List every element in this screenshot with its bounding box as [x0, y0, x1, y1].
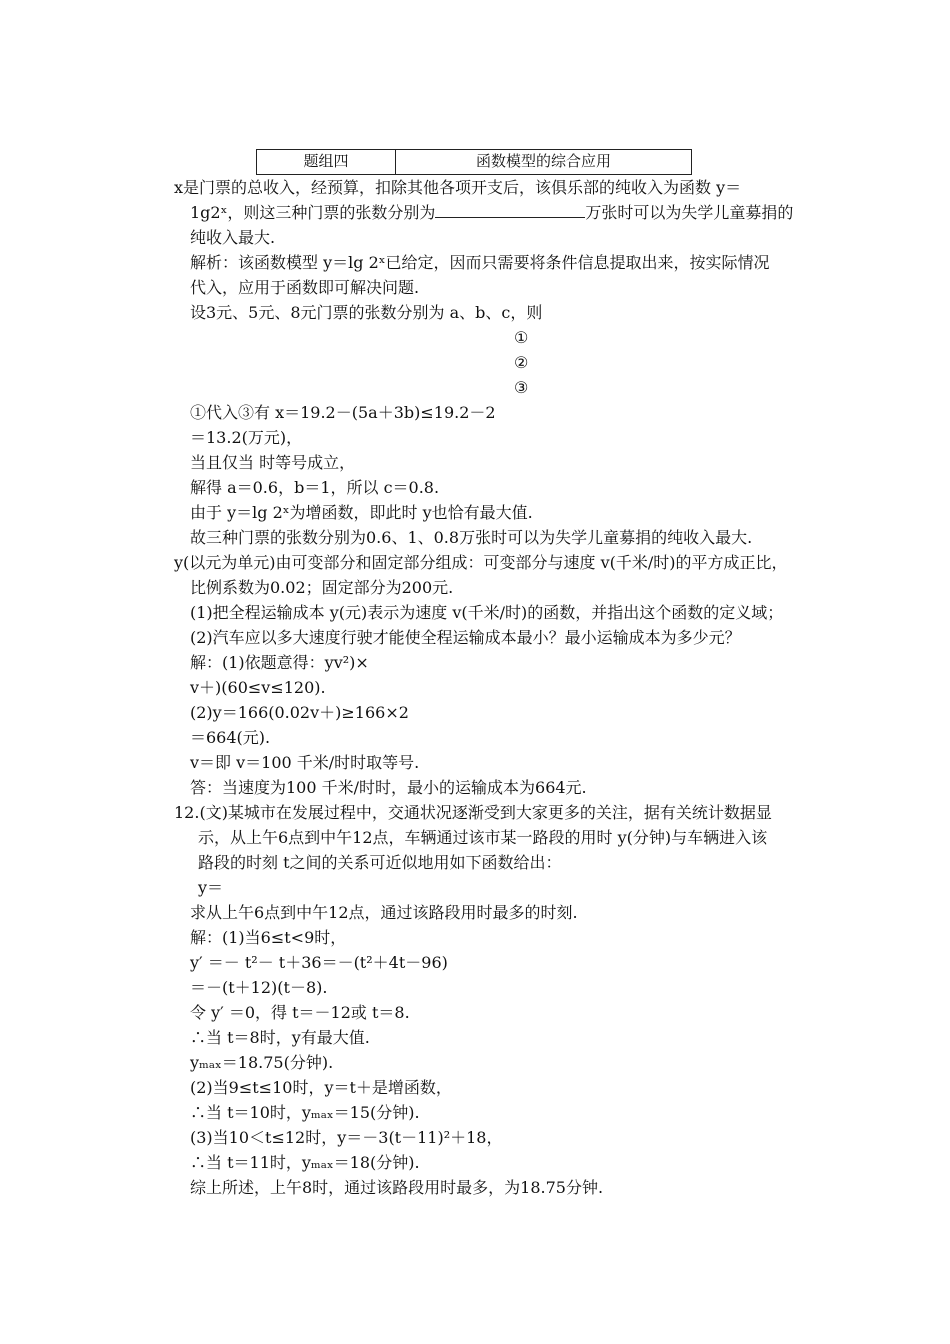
group-label: 题组四 [257, 150, 396, 174]
text-line: 求从上午6点到中午12点，通过该路段用时最多的时刻. [190, 903, 578, 922]
text-line: 综上所述，上午8时，通过该路段用时最多，为18.75分钟. [190, 1178, 604, 1197]
text-line: ＝－(t＋12)(t－8). [190, 978, 328, 997]
text-line: (1)把全程运输成本 y(元)表示为速度 v(千米/时)的函数，并指出这个函数的定义域； [190, 603, 784, 622]
text-line: 代入，应用于函数即可解决问题. [190, 278, 420, 297]
text-line: ∴当 t＝8时，y有最大值. [190, 1028, 370, 1047]
text-line: 令 y′ ＝0，得 t＝－12或 t＝8. [190, 1003, 410, 1022]
text-line: 答：当速度为100 千米/时时，最小的运输成本为664元. [190, 778, 587, 797]
text-line: 纯收入最大. [190, 228, 276, 247]
text-line: 路段的时刻 t之间的关系可近似地用如下函数给出： [198, 853, 562, 872]
text-line: 1g2ˣ，则这三种门票的张数分别为 万张时可以为失学儿童募捐的 [190, 203, 794, 222]
answer-blank [435, 202, 585, 218]
text-line: 示，从上午6点到中午12点，车辆通过该市某一路段的用时 y(分钟)与车辆进入该 [198, 828, 768, 847]
text-line: 故三种门票的张数分别为0.6、1、0.8万张时可以为失学儿童募捐的纯收入最大. [190, 528, 753, 547]
text-line: y(以元为单元)由可变部分和固定部分组成：可变部分与速度 v(千米/时)的平方成正比， [174, 553, 788, 572]
text-line: 设3元、5元、8元门票的张数分别为 a、b、c，则 [190, 303, 543, 322]
text-line: 由于 y＝lg 2ˣ为增函数，即此时 y也恰有最大值. [190, 503, 533, 522]
text-line: 比例系数为0.02；固定部分为200元. [190, 578, 454, 597]
text-line: v＝即 v＝100 千米/时时取等号. [190, 753, 420, 772]
text-line: y＝ [198, 878, 224, 897]
text-line: 12.(文)某城市在发展过程中，交通状况逐渐受到大家更多的关注，据有关统计数据显 [174, 803, 772, 822]
section-header-table [256, 149, 692, 175]
text-line: ＝664(元). [190, 728, 271, 747]
equation-marker: ① [514, 328, 529, 347]
text-line: y′ ＝－ t²－ t＋36＝－(t²＋4t－96) [190, 953, 448, 972]
text-line: 解：(1)当6≤t<9时， [190, 928, 347, 947]
text-line: ∴当 t＝10时，yₘₐₓ＝15(分钟). [190, 1103, 420, 1122]
text-line: (2)y＝166(0.02v＋)≥166×2 [190, 703, 409, 722]
text-line: ①代入③有 x＝19.2－(5a＋3b)≤19.2－2 [190, 403, 496, 422]
text-line: yₘₐₓ＝18.75(分钟). [190, 1053, 334, 1072]
text-line: ∴当 t＝11时，yₘₐₓ＝18(分钟). [190, 1153, 420, 1172]
text-line: (2)汽车应以多大速度行驶才能使全程运输成本最小？最小运输成本为多少元？ [190, 628, 741, 647]
equation-marker: ③ [514, 378, 529, 397]
text-line: v＋)(60≤v≤120). [190, 678, 326, 697]
text-line: ＝13.2(万元)， [190, 428, 303, 447]
text-line: 当且仅当 时等号成立， [190, 453, 356, 472]
text-line: 解：(1)依题意得：yv²)× [190, 653, 369, 672]
text-line: (2)当9≤t≤10时，y＝t＋是增函数， [190, 1078, 452, 1097]
text-line: (3)当10＜t≤12时，y＝－3(t－11)²＋18， [190, 1128, 503, 1147]
text-line: x是门票的总收入，经预算，扣除其他各项开支后，该俱乐部的纯收入为函数 y＝ [174, 178, 742, 197]
text-line: 解析：该函数模型 y＝lg 2ˣ已给定，因而只需要将条件信息提取出来，按实际情况 [190, 253, 770, 272]
equation-marker: ② [514, 353, 529, 372]
topic-label: 函数模型的综合应用 [475, 152, 611, 170]
text-line: 解得 a＝0.6，b＝1，所以 c＝0.8. [190, 478, 440, 497]
